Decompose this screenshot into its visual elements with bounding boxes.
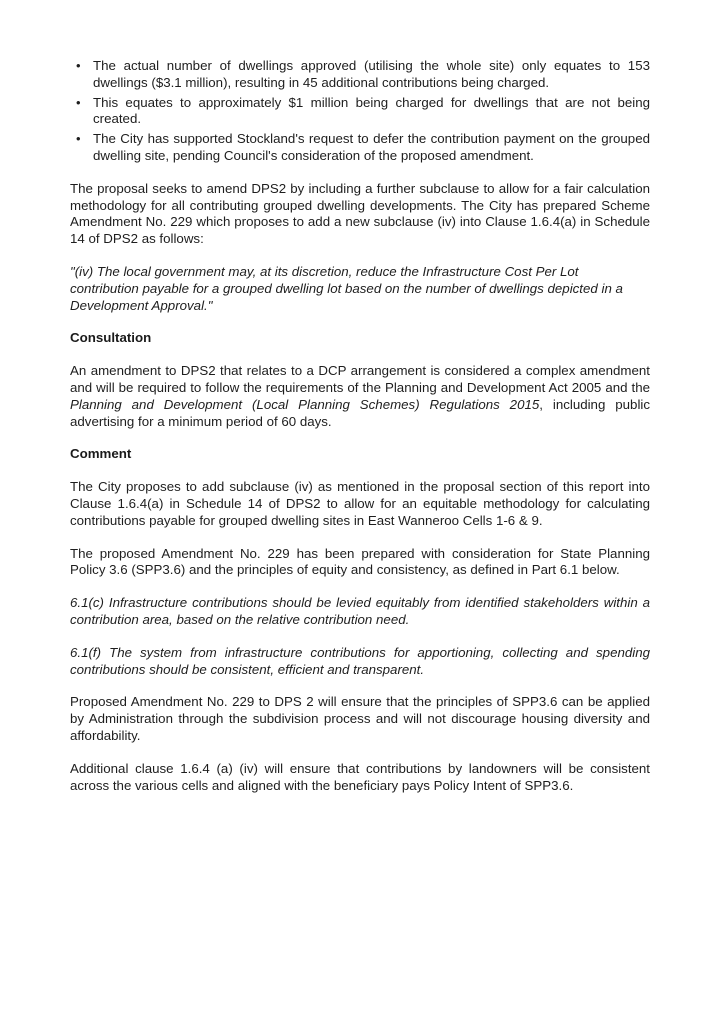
- bullet-icon: •: [76, 94, 81, 110]
- list-item: [70, 58, 650, 92]
- consultation-paragraph: [70, 363, 650, 430]
- bullet-text: The actual number of dwellings approved (utilising the whole site) only equates to 153 dwellings ($3.1 million), resulting in 45 additional contributions being charged.: [93, 58, 650, 90]
- list-item: [70, 95, 650, 129]
- consultation-text-normal-2: , including public advertising for a minimum period of 60 days.: [70, 396, 651, 429]
- bullet-text: This equates to approximately $1 million being charged for dwellings that are not being created.: [93, 94, 650, 127]
- bullet-icon: •: [76, 58, 81, 73]
- spp36-quote-61f: 6.1(f) The system from infrastructure contributions for apportioning, collecting and spending contributions should be consistent, efficient and transparent.: [70, 644, 650, 677]
- bullet-text: The City has supported Stockland's request to defer the contribution payment on the grouped dwelling site, pending Council's consideration of the proposed amendment.: [93, 131, 650, 163]
- proposal-quote-subclause-iv: "(iv) The local government may, at its discretion, reduce the Infrastructure Cost Per Lot contribution payable for a grouped dwelling lot based on the number of dwellings depicted in a Development Approval.": [70, 263, 623, 313]
- consultation-text-normal-1: An amendment to DPS2 that relates to a DCP arrangement is considered a complex amendment and will be required to follow the requirements of the Planning and Development Act 2005 and the: [70, 363, 650, 395]
- spp36-quote-61c: 6.1(c) Infrastructure contributions should be levied equitably from identified stakeholders within a contribution area, based on the relative contribution need.: [70, 595, 650, 627]
- consultation-text-italic-regulations: Planning and Development (Local Planning Schemes) Regulations 2015: [70, 396, 540, 412]
- comment-paragraph-3: Proposed Amendment No. 229 to DPS 2 will ensure that the principles of SPP3.6 can be applied by Administration through the subdivision process and will not discourage housing diversity and affordability.: [70, 694, 650, 743]
- comment-paragraph-2: The proposed Amendment No. 229 has been prepared with consideration for State Planning Policy 3.6 (SPP3.6) and the principles of equity and consistency, as defined in Part 6.1 below.: [70, 545, 650, 578]
- proposal-paragraph: The proposal seeks to amend DPS2 by including a further subclause to allow for a fair calculation methodology for all contributing grouped dwelling developments. The City has prepared Scheme Amendment No. 229 which proposes to add a new subclause (iv) into Clause 1.6.4(a) in Schedule 14 of DPS2 as follows:: [70, 180, 650, 247]
- comment-paragraph-4: Additional clause 1.6.4 (a) (iv) will ensure that contributions by landowners will be consistent across the various cells and aligned with the beneficiary pays Policy Intent of SPP3.6.: [70, 760, 650, 793]
- bullet-icon: •: [76, 131, 81, 147]
- list-item: [70, 131, 650, 165]
- bullet-list: [70, 58, 650, 165]
- consultation-heading: Consultation: [70, 330, 152, 346]
- comment-heading: Comment: [70, 446, 132, 462]
- comment-paragraph-1: The City proposes to add subclause (iv) as mentioned in the proposal section of this report into Clause 1.6.4(a) in Schedule 14 of DPS2 to allow for an equitable methodology for calculating contributions payable for grouped dwelling sites in East Wanneroo Cells 1-6 & 9.: [70, 479, 650, 528]
